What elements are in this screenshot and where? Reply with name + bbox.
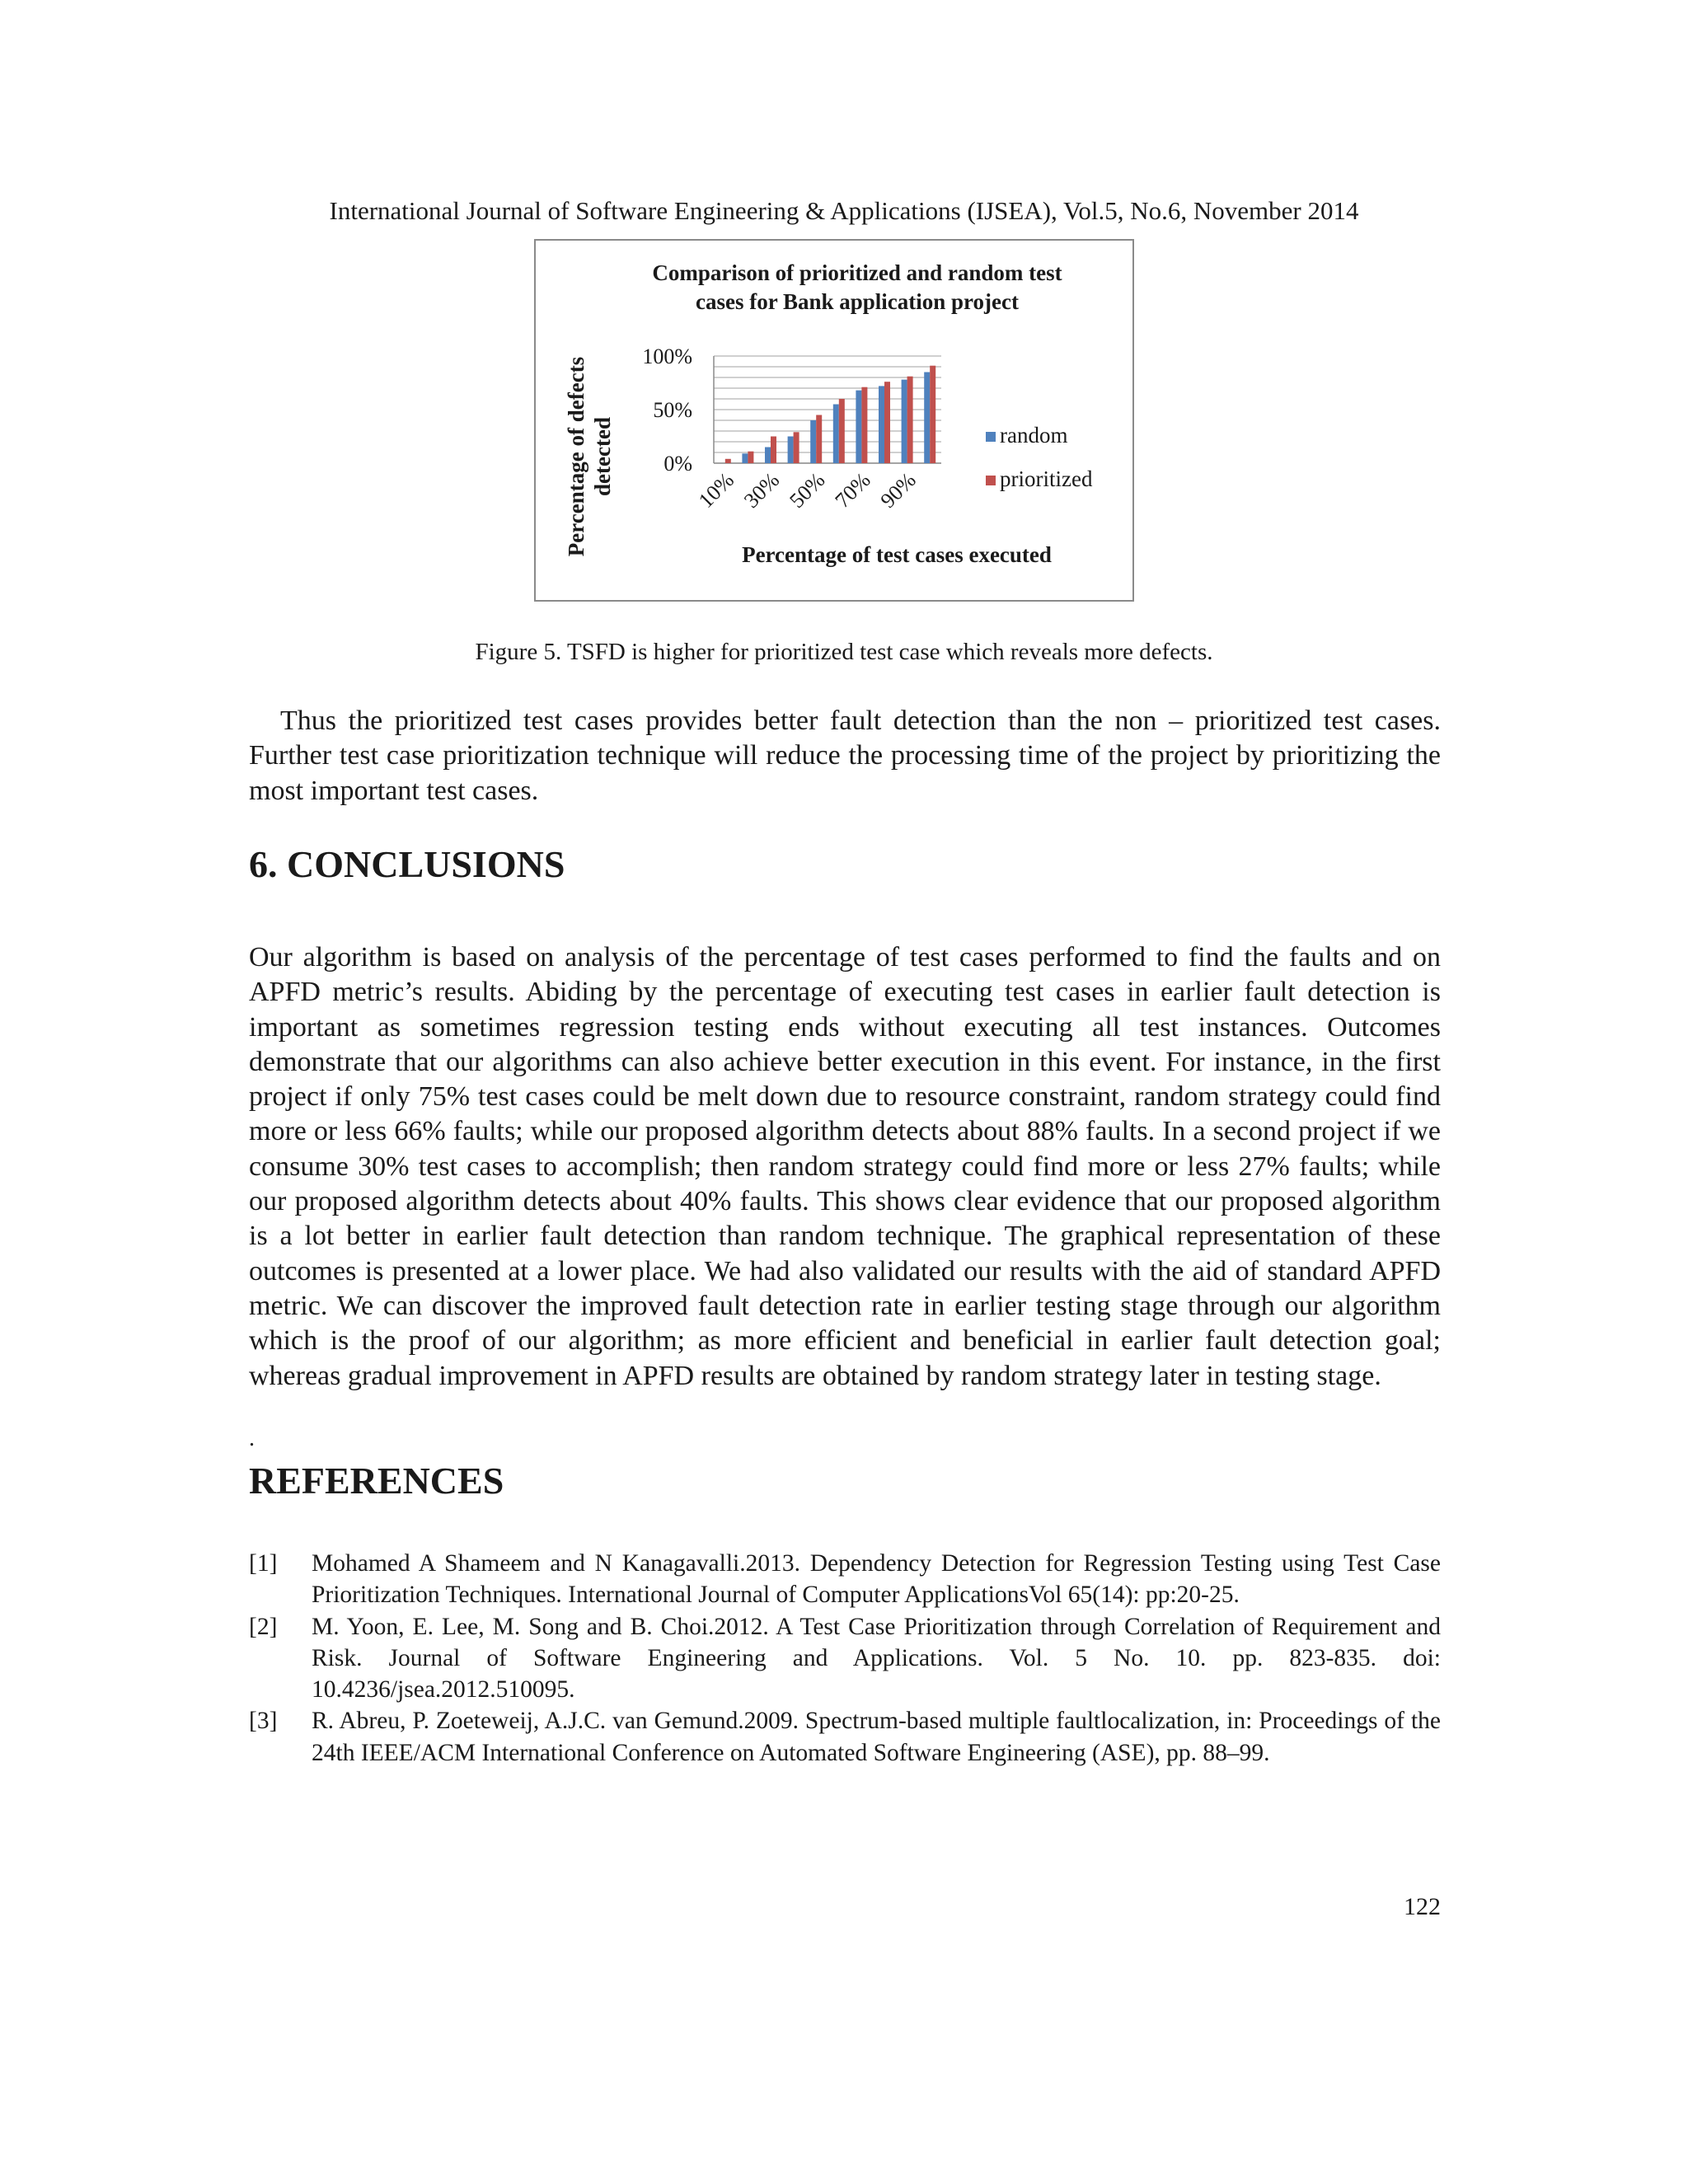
page-number: 122 xyxy=(1404,1893,1441,1920)
reference-item xyxy=(249,1548,1441,1611)
x-axis-label: Percentage of test cases executed xyxy=(742,542,1052,567)
legend-swatch-prioritized xyxy=(986,476,996,485)
intro-paragraph: Thus the prioritized test cases provides better fault detection than the non – prioritized test cases. Further test case prioritization technique will reduce the processing time of the project by prioritizing the most important test cases. xyxy=(249,705,1441,806)
references-heading: REFERENCES xyxy=(249,1460,504,1502)
references-list xyxy=(249,1548,1441,1769)
legend-label-prioritized: prioritized xyxy=(1000,466,1093,491)
bar-random xyxy=(742,453,748,463)
conclusions-paragraph: Our algorithm is based on analysis of the percentage of test cases performed to find the faults and on APFD metric’s results. Abiding by the percentage of executing test cases in earlier fault detection is important as sometimes regression testing ends without executing all test instances. Outcomes demonstrate that our algorithms can also achieve better execution in this event. For instance, in the first project if only 75% test cases could be melt down due to resource constraint, random strategy could find more or less 66% faults; while our proposed algorithm detects about 88% faults. In a second project if we consume 30% test cases to accomplish; then random strategy could find more or less 27% faults; while our proposed algorithm detects about 40% faults. This shows clear evidence that our proposed algorithm is a lot better in earlier fault detection than random technique. The graphical representation of these outcomes is presented at a lower place. We had also validated our results with the aid of standard APFD metric. We can discover the improved fault detection rate in earlier testing stage through our algorithm which is the proof of our algorithm; as more efficient and beneficial in earlier fault detection goal; whereas gradual improvement in APFD results are obtained by random strategy later in testing stage. xyxy=(249,942,1441,1391)
y-tick-label: 100% xyxy=(642,344,692,368)
y-axis-label-line: detected xyxy=(590,417,615,496)
figure-5-chart xyxy=(534,239,1134,602)
bar-chart xyxy=(536,241,1132,600)
reference-item xyxy=(249,1611,1441,1706)
bar-random xyxy=(924,373,930,464)
bar-prioritized xyxy=(816,415,822,464)
figure-caption: Figure 5. TSFD is higher for prioritized test case which reveals more defects. xyxy=(475,639,1213,665)
y-tick-label: 50% xyxy=(653,398,692,422)
trailing-mark: . xyxy=(249,1426,255,1451)
legend-swatch-random xyxy=(986,432,996,442)
bar-random xyxy=(765,448,771,464)
chart-title-line: cases for Bank application project xyxy=(695,289,1020,314)
y-axis-label-line: Percentage of defects xyxy=(564,356,588,557)
bar-prioritized xyxy=(839,399,845,463)
bar-prioritized xyxy=(907,377,913,463)
bar-random xyxy=(833,405,839,464)
reference-item xyxy=(249,1705,1441,1769)
bar-prioritized xyxy=(794,432,799,463)
bar-random xyxy=(856,391,861,463)
reference-text: Mohamed A Shameem and N Kanagavalli.2013. Dependency Detection for Regression Testing using Test Case Prioritization Techniques. International Journal of Computer ApplicationsVol 65(14): pp:20-25. xyxy=(312,1550,1441,1609)
y-tick-label: 0% xyxy=(663,452,692,476)
reference-number: [2] xyxy=(249,1613,278,1640)
reference-text: R. Abreu, P. Zoeteweij, A.J.C. van Gemund.2009. Spectrum-based multiple faultlocalization, in: Proceedings of the 24th IEEE/ACM International Conference on Automated Software Engineering (ASE), pp. 88–99. xyxy=(312,1708,1441,1766)
reference-text: M. Yoon, E. Lee, M. Song and B. Choi.2012. A Test Case Prioritization through Correlation of Requirement and Risk. Journal of Software Engineering and Applications. Vol. 5 No. 10. pp. 823-835. doi: 10.4236/jsea.2012.510095. xyxy=(312,1613,1441,1704)
bar-random xyxy=(788,437,794,464)
bar-prioritized xyxy=(748,452,753,463)
bar-random xyxy=(902,380,907,463)
bar-prioritized xyxy=(725,459,731,463)
x-tick-label: 30% xyxy=(739,467,785,513)
x-tick-label: 50% xyxy=(785,467,830,513)
bar-prioritized xyxy=(884,382,890,463)
bar-random xyxy=(810,420,816,463)
bar-prioritized xyxy=(861,387,867,463)
x-tick-label: 10% xyxy=(693,467,739,513)
bar-prioritized xyxy=(771,437,776,464)
reference-number: [1] xyxy=(249,1550,278,1577)
x-tick-label: 70% xyxy=(830,467,875,513)
reference-number: [3] xyxy=(249,1708,278,1735)
bar-prioritized xyxy=(930,366,935,463)
conclusions-heading: 6. CONCLUSIONS xyxy=(249,843,565,885)
running-header: International Journal of Software Engineering & Applications (IJSEA), Vol.5, No.6, November 2014 xyxy=(329,196,1359,225)
chart-title-line: Comparison of prioritized and random test xyxy=(652,260,1062,285)
bar-random xyxy=(879,386,884,463)
x-tick-label: 90% xyxy=(875,467,921,513)
legend-label-random: random xyxy=(1000,423,1068,448)
